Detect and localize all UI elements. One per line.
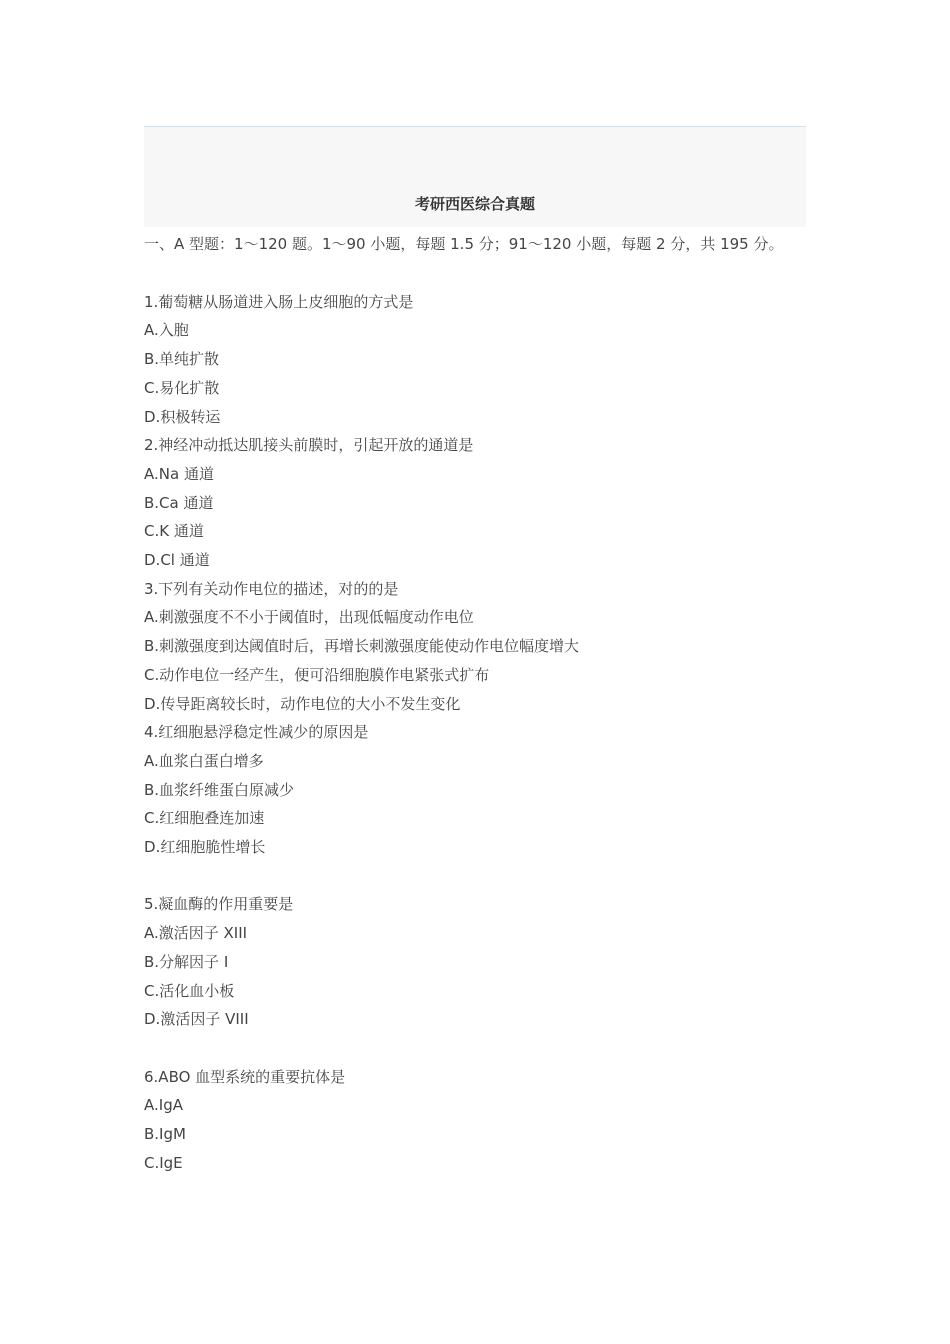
question-4 [144, 718, 806, 862]
option-c: C.易化扩散 [144, 378, 220, 397]
option-d: D.Cl 通道 [144, 551, 210, 570]
question-stem: 4.红细胞悬浮稳定性减少的原因是 [144, 723, 369, 742]
option-b: B.血浆纤维蛋白原减少 [144, 780, 295, 799]
title-banner [144, 126, 806, 227]
option-c: C.红细胞叠连加速 [144, 809, 265, 828]
option-c: C.K 通道 [144, 522, 204, 541]
option-b: B.分解因子 I [144, 952, 229, 971]
section-intro: 一、A 型题：1～120 题。1～90 小题，每题 1.5 分；91～120 小题，每题 2 分，共 195 分。 [144, 235, 784, 253]
question-5 [144, 890, 806, 1034]
question-stem: 1.葡萄糖从肠道进入肠上皮细胞的方式是 [144, 292, 414, 311]
question-6 [144, 1063, 806, 1178]
option-d: D.红细胞脆性增长 [144, 838, 266, 857]
option-a: A.刺激强度不不小于阈值时，出现低幅度动作电位 [144, 608, 474, 627]
question-stem: 3.下列有关动作电位的描述，对的的是 [144, 579, 399, 598]
option-a: A.入胞 [144, 321, 189, 340]
question-3 [144, 575, 806, 719]
option-d: D.传导距离较长时，动作电位的大小不发生变化 [144, 694, 461, 713]
option-b: B.单纯扩散 [144, 350, 220, 369]
question-1 [144, 288, 806, 432]
option-b: B.IgM [144, 1125, 186, 1144]
option-a: A.激活因子 XIII [144, 924, 248, 943]
option-a: A.IgA [144, 1096, 183, 1115]
page-title: 考研西医综合真题 [414, 195, 535, 213]
option-c: C.IgE [144, 1153, 183, 1172]
option-c: C.动作电位一经产生，便可沿细胞膜作电紧张式扩布 [144, 665, 490, 684]
option-b: B.Ca 通道 [144, 493, 214, 512]
question-stem: 6.ABO 血型系统的重要抗体是 [144, 1067, 346, 1086]
option-a: A.血浆白蛋白增多 [144, 751, 264, 770]
question-list [144, 288, 806, 1178]
question-stem: 2.神经冲动抵达肌接头前膜时，引起开放的通道是 [144, 436, 474, 455]
document [144, 126, 806, 1177]
question-stem: 5.凝血酶的作用重要是 [144, 895, 294, 914]
option-b: B.刺激强度到达阈值时后，再增长刺激强度能使动作电位幅度增大 [144, 637, 580, 656]
option-c: C.活化血小板 [144, 981, 235, 1000]
option-d: D.积极转运 [144, 407, 221, 426]
option-d: D.激活因子 VIII [144, 1010, 249, 1029]
question-2 [144, 431, 806, 575]
option-a: A.Na 通道 [144, 464, 214, 483]
